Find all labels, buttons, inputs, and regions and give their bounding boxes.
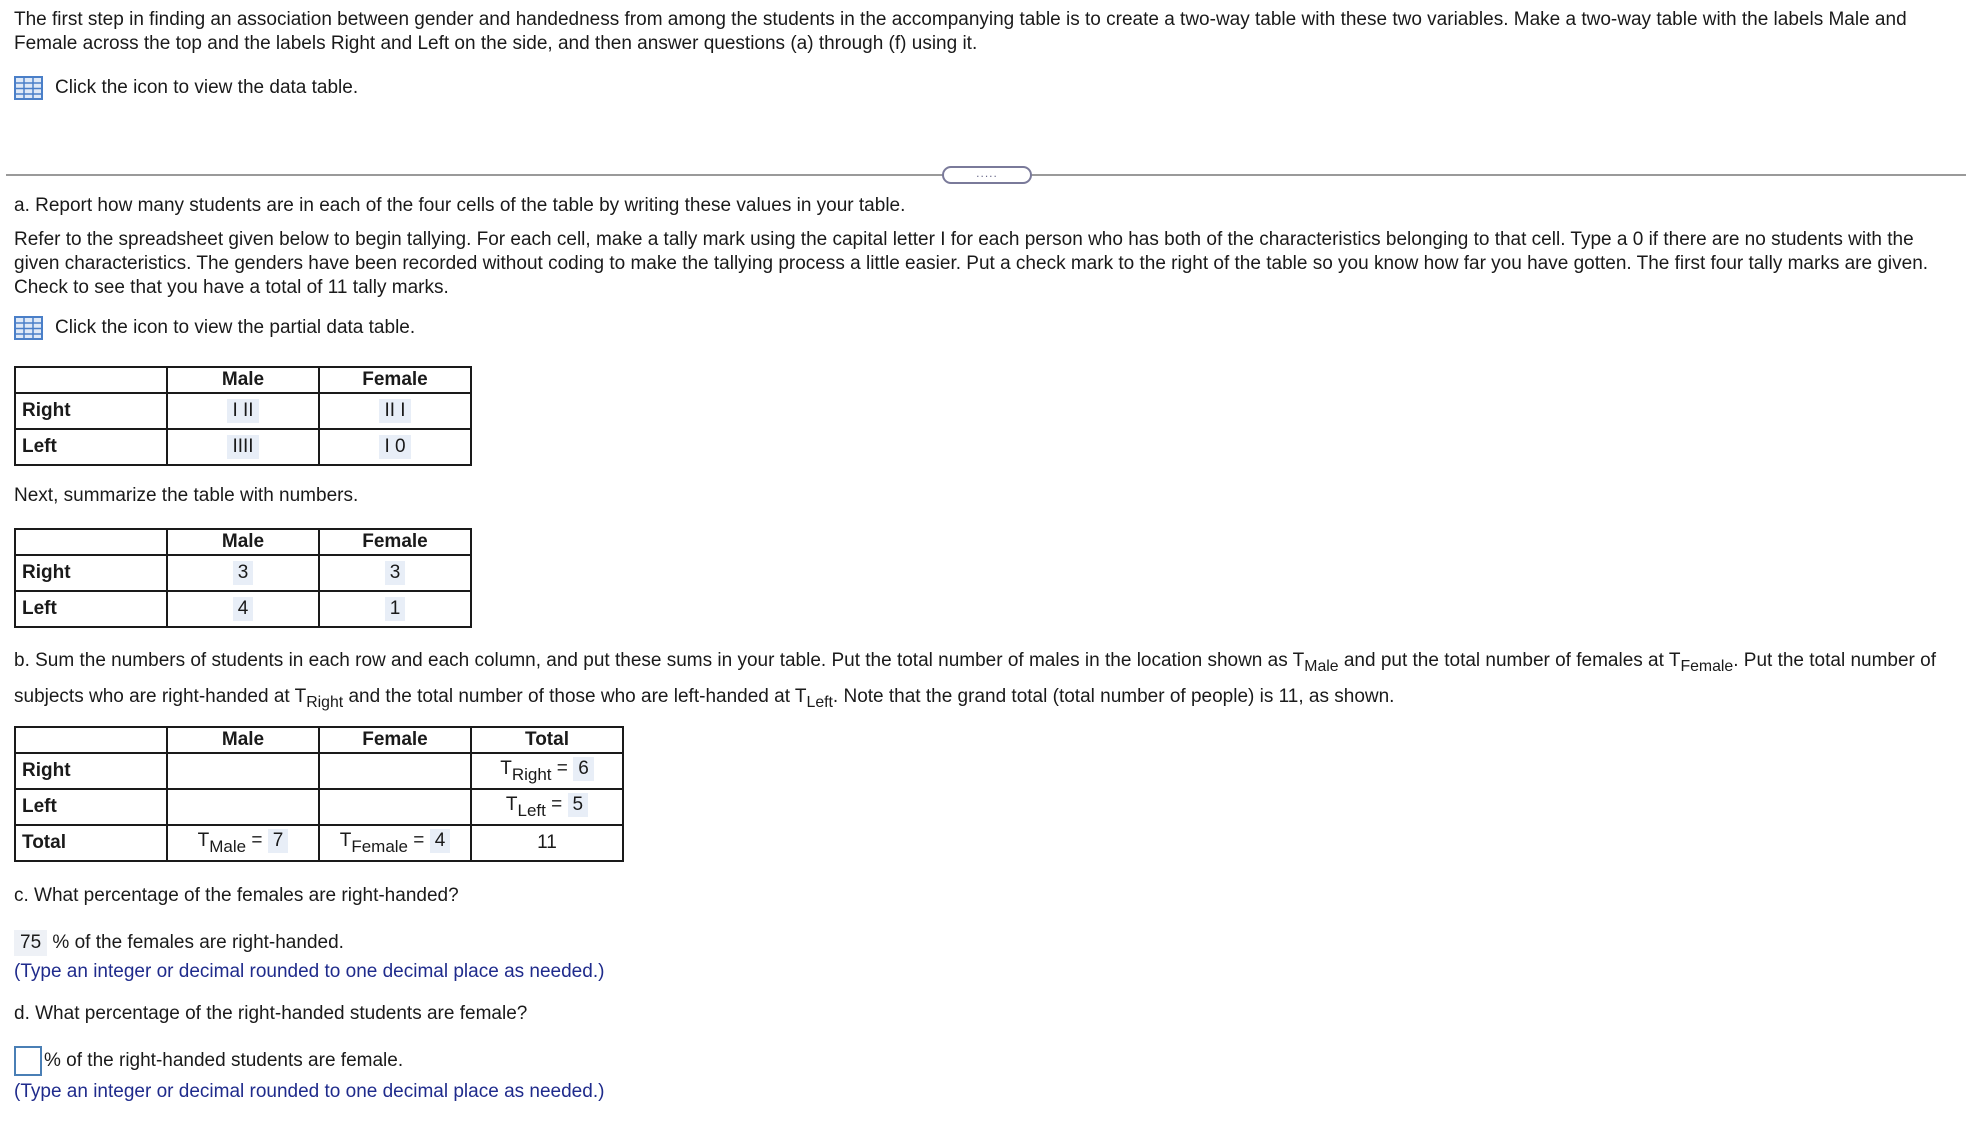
number-table (14, 528, 472, 628)
totals-row-right-label: Right (15, 753, 167, 789)
tally-left-male: IIII (227, 435, 258, 459)
part-b-text (14, 646, 1959, 718)
totals-table (14, 726, 624, 862)
t-left-eq: = (551, 794, 563, 815)
part-d-answer-input[interactable] (14, 1046, 42, 1076)
part-b-sub-female: Female (1680, 657, 1734, 675)
totals-right-total-cell (471, 753, 623, 789)
part-c-hint: (Type an integer or decimal rounded to one decimal place as needed.) (14, 961, 605, 982)
part-b-text-2: and put the total number of females at T (1338, 650, 1681, 671)
totals-row-left-label: Left (15, 789, 167, 825)
t-left-sub: Left (517, 801, 546, 820)
part-c-question: c. What percentage of the females are right-handed? (14, 885, 459, 906)
part-b-text-4: and the total number of those who are left-handed at T (343, 685, 807, 707)
totals-left-female[interactable] (319, 789, 471, 825)
part-b-text-1: b. Sum the numbers of students in each row and each column, and put these sums in your table. Put the total number of males in the location shown as T (14, 650, 1305, 671)
part-b-sub-left: Left (806, 693, 833, 711)
t-right-eq: = (556, 758, 568, 779)
part-d-answer-suffix: % of the right-handed students are female. (44, 1050, 404, 1072)
part-c-answer-suffix: % of the females are right-handed. (52, 932, 344, 953)
part-b-text-5: . Note that the grand total (total number of people) is 11, as shown. (832, 685, 1395, 707)
part-b-sub-right: Right (306, 693, 344, 711)
totals-corner-cell (15, 727, 167, 753)
totals-left-total-cell (471, 789, 623, 825)
number-col-male: Male (167, 529, 319, 555)
totals-female-total-cell (319, 825, 471, 861)
t-male-sub: Male (209, 837, 247, 856)
view-data-table-label: Click the icon to view the data table. (55, 77, 359, 98)
part-b-text-3: . Put the total number of subjects who are right-handed at T (14, 650, 1937, 707)
part-c-answer-line (14, 930, 344, 956)
totals-male-total-cell (167, 825, 319, 861)
t-female-eq: = (413, 830, 425, 851)
part-a-instructions: Refer to the spreadsheet given below to begin tallying. For each cell, make a tally mark using the capital letter I for each person who has both of the characteristics belonging to that cell. Type a 0 if there are no students with the given characteristics. The genders have been recorded without coding to make the tallying process a little easier. Put a check mark to the right of the table so you know how far you have gotten. The first four tally marks are given. Check to see that you have a total of 11 tally marks. (14, 229, 1929, 298)
totals-col-male: Male (167, 727, 319, 753)
view-partial-table-link[interactable] (14, 316, 415, 340)
tally-table (14, 366, 472, 466)
number-left-female[interactable]: 1 (385, 597, 406, 621)
view-data-table-link[interactable] (14, 76, 358, 100)
table-grid-icon (14, 76, 43, 100)
t-left-value[interactable]: 5 (568, 793, 589, 817)
t-female-value[interactable]: 4 (430, 829, 451, 853)
number-row-left-label: Left (15, 591, 167, 627)
t-male-eq: = (251, 830, 263, 851)
totals-right-male[interactable] (167, 753, 319, 789)
tally-corner-cell (15, 367, 167, 393)
tally-right-female: II I (379, 399, 410, 423)
tally-row-right-label: Right (15, 393, 167, 429)
totals-row-total-label: Total (15, 825, 167, 861)
t-female-sub: Female (351, 837, 409, 856)
tally-col-male: Male (167, 367, 319, 393)
part-b-sub-male: Male (1304, 657, 1339, 675)
number-row-right-label: Right (15, 555, 167, 591)
tally-col-female: Female (319, 367, 471, 393)
grand-total: 11 (471, 825, 623, 861)
number-right-female[interactable]: 3 (385, 561, 406, 585)
number-corner-cell (15, 529, 167, 555)
t-right-sub: Right (511, 765, 552, 784)
view-partial-table-label: Click the icon to view the partial data table. (55, 317, 416, 338)
totals-right-female[interactable] (319, 753, 471, 789)
t-right-value[interactable]: 6 (573, 757, 594, 781)
t-female-letter: T (339, 830, 352, 851)
table-grid-icon (14, 316, 43, 340)
divider-expand-handle[interactable]: ..... (942, 166, 1032, 184)
tally-row-left-label: Left (15, 429, 167, 465)
t-male-value[interactable]: 7 (268, 829, 289, 853)
part-d-hint: (Type an integer or decimal rounded to one decimal place as needed.) (14, 1081, 605, 1102)
tally-left-female: I 0 (379, 435, 410, 459)
totals-left-male[interactable] (167, 789, 319, 825)
part-d-answer-line (14, 1046, 403, 1076)
intro-text: The first step in finding an association between gender and handedness from among the students in the accompanying table is to create a two-way table with these two variables. Make a two-way table with the labels Male and Female across the top and the labels Right and Left on the side, and then answer questions (a) through (f) using it. (14, 9, 1907, 54)
number-right-male[interactable]: 3 (233, 561, 254, 585)
t-right-letter: T (500, 758, 512, 779)
summary-intro: Next, summarize the table with numbers. (14, 485, 359, 506)
number-left-male[interactable]: 4 (233, 597, 254, 621)
number-col-female: Female (319, 529, 471, 555)
part-c-answer-input[interactable]: 75 (14, 930, 47, 956)
part-d-question: d. What percentage of the right-handed students are female? (14, 1003, 528, 1024)
totals-col-female: Female (319, 727, 471, 753)
tally-right-male: I II (227, 399, 258, 423)
t-male-letter: T (197, 830, 210, 851)
totals-col-total: Total (471, 727, 623, 753)
part-a-question: a. Report how many students are in each of the four cells of the table by writing these values in your table. (14, 195, 906, 216)
t-left-letter: T (505, 794, 518, 815)
